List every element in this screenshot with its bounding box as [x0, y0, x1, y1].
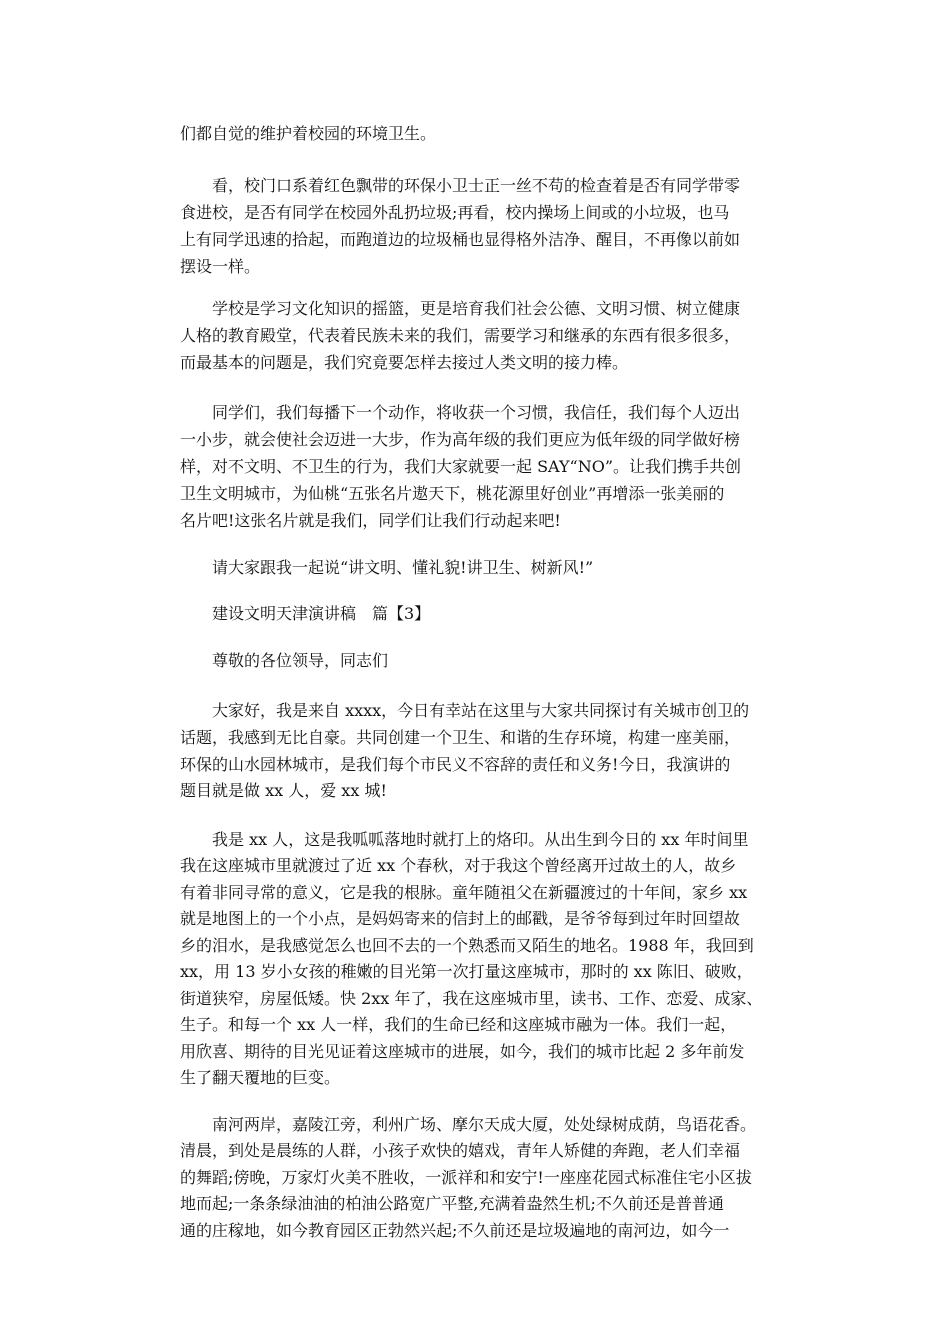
text-line: 名片吧!这张名片就是我们，同学们让我们行动起来吧! — [180, 511, 561, 530]
text-line: 一小步，就会使社会迈进一大步，作为高年级的我们更应为低年级的同学做好榜 — [180, 430, 741, 449]
text-line: 食进校，是否有同学在校园外乱扔垃圾;再看，校内操场上间或的小垃圾，也马 — [180, 203, 730, 222]
text-line: 环保的山水园林城市，是我们每个市民义不容辞的责任和义务!今日，我演讲的 — [180, 755, 731, 774]
text-line: 乡的泪水，是我感觉怎么也回不去的一个熟悉而又陌生的地名。1988 年，我回到 — [180, 936, 754, 955]
text-line: 同学们，我们每播下一个动作，将收获一个习惯，我信任，我们每个人迈出 — [212, 403, 741, 422]
text-line: 而最基本的问题是，我们究竟要怎样去接过人类文明的接力棒。 — [180, 353, 629, 372]
text-line: 上有同学迅速的拾起，而跑道边的垃圾桶也显得格外洁净、醒目，不再像以前如 — [180, 230, 741, 249]
text-line: 们都自觉的维护着校园的环境卫生。 — [180, 124, 437, 143]
text-line: 话题，我感到无比自豪。共同创建一个卫生、和谐的生存环境，构建一座美丽， — [180, 728, 741, 747]
text-line: 学校是学习文化知识的摇篮，更是培育我们社会公德、文明习惯、树立健康 — [212, 299, 741, 318]
salutation: 尊敬的各位领导，同志们 — [212, 651, 389, 670]
text-line: 我是 xx 人，这是我呱呱落地时就打上的烙印。从出生到今日的 xx 年时间里 — [212, 830, 749, 849]
text-line: 生子。和每一个 xx 人一样，我们的生命已经和这座城市融为一体。我们一起， — [180, 1015, 737, 1034]
text-line: 用欣喜、期待的目光见证着这座城市的进展，如今，我们的城市比起 2 多年前发 — [180, 1042, 745, 1061]
text-line: 摆设一样。 — [180, 257, 261, 276]
text-line: 我在这座城市里就渡过了近 xx 个春秋，对于我这个曾经离开过故土的人，故乡 — [180, 856, 737, 875]
text-line: 人格的教育殿堂，代表着民族未来的我们，需要学习和继承的东西有很多很多， — [180, 326, 741, 345]
text-line: 的舞蹈;傍晚，万家灯火美不胜收，一派祥和和安宁!一座座花园式标准住宅小区拔 — [180, 1168, 752, 1187]
text-line: 卫生文明城市，为仙桃“五张名片遨天下，桃花源里好创业”再增添一张美丽的 — [180, 484, 725, 503]
text-line: 生了翻天覆地的巨变。 — [180, 1068, 341, 1087]
text-line: 就是地图上的一个小点，是妈妈寄来的信封上的邮戳，是爷爷每到过年时回望故 — [180, 909, 741, 928]
text-line: 有着非同寻常的意义，它是我的根脉。童年随祖父在新疆渡过的十年间，家乡 xx — [180, 883, 748, 902]
text-line: 看，校门口系着红色飘带的环保小卫士正一丝不苟的检查着是否有同学带零 — [212, 176, 741, 195]
text-line: 清晨，到处是晨练的人群，小孩子欢快的嬉戏，青年人矫健的奔跑，老人们幸福 — [180, 1141, 741, 1160]
text-line: 地而起;一条条绿油油的柏油公路宽广平整,充满着盎然生机;不久前还是普普通 — [180, 1194, 724, 1213]
text-line: 南河两岸，嘉陵江旁，利州广场、摩尔天成大厦，处处绿树成荫，鸟语花香。 — [212, 1115, 757, 1134]
text-line: 题目就是做 xx 人，爱 xx 城! — [180, 781, 387, 800]
text-line: xx，用 13 岁小女孩的稚嫩的目光第一次打量这座城市，那时的 xx 陈旧、破败， — [180, 962, 753, 981]
text-line: 样，对不文明、不卫生的行为，我们大家就要一起 SAY“NO”。让我们携手共创 — [180, 457, 741, 476]
text-line: 大家好，我是来自 xxxx，今日有幸站在这里与大家共同探讨有关城市创卫的 — [212, 701, 750, 720]
text-line: 街道狭窄，房屋低矮。快 2xx 年了，我在这座城市里，读书、工作、恋爱、成家、 — [180, 989, 763, 1008]
text-line: 请大家跟我一起说“讲文明、懂礼貌!讲卫生、树新风!” — [212, 558, 594, 577]
text-line: 通的庄稼地，如今教育园区正勃然兴起;不久前还是垃圾遍地的南河边，如今一 — [180, 1221, 730, 1240]
section-heading: 建设文明天津演讲稿 篇【3】 — [212, 604, 431, 623]
